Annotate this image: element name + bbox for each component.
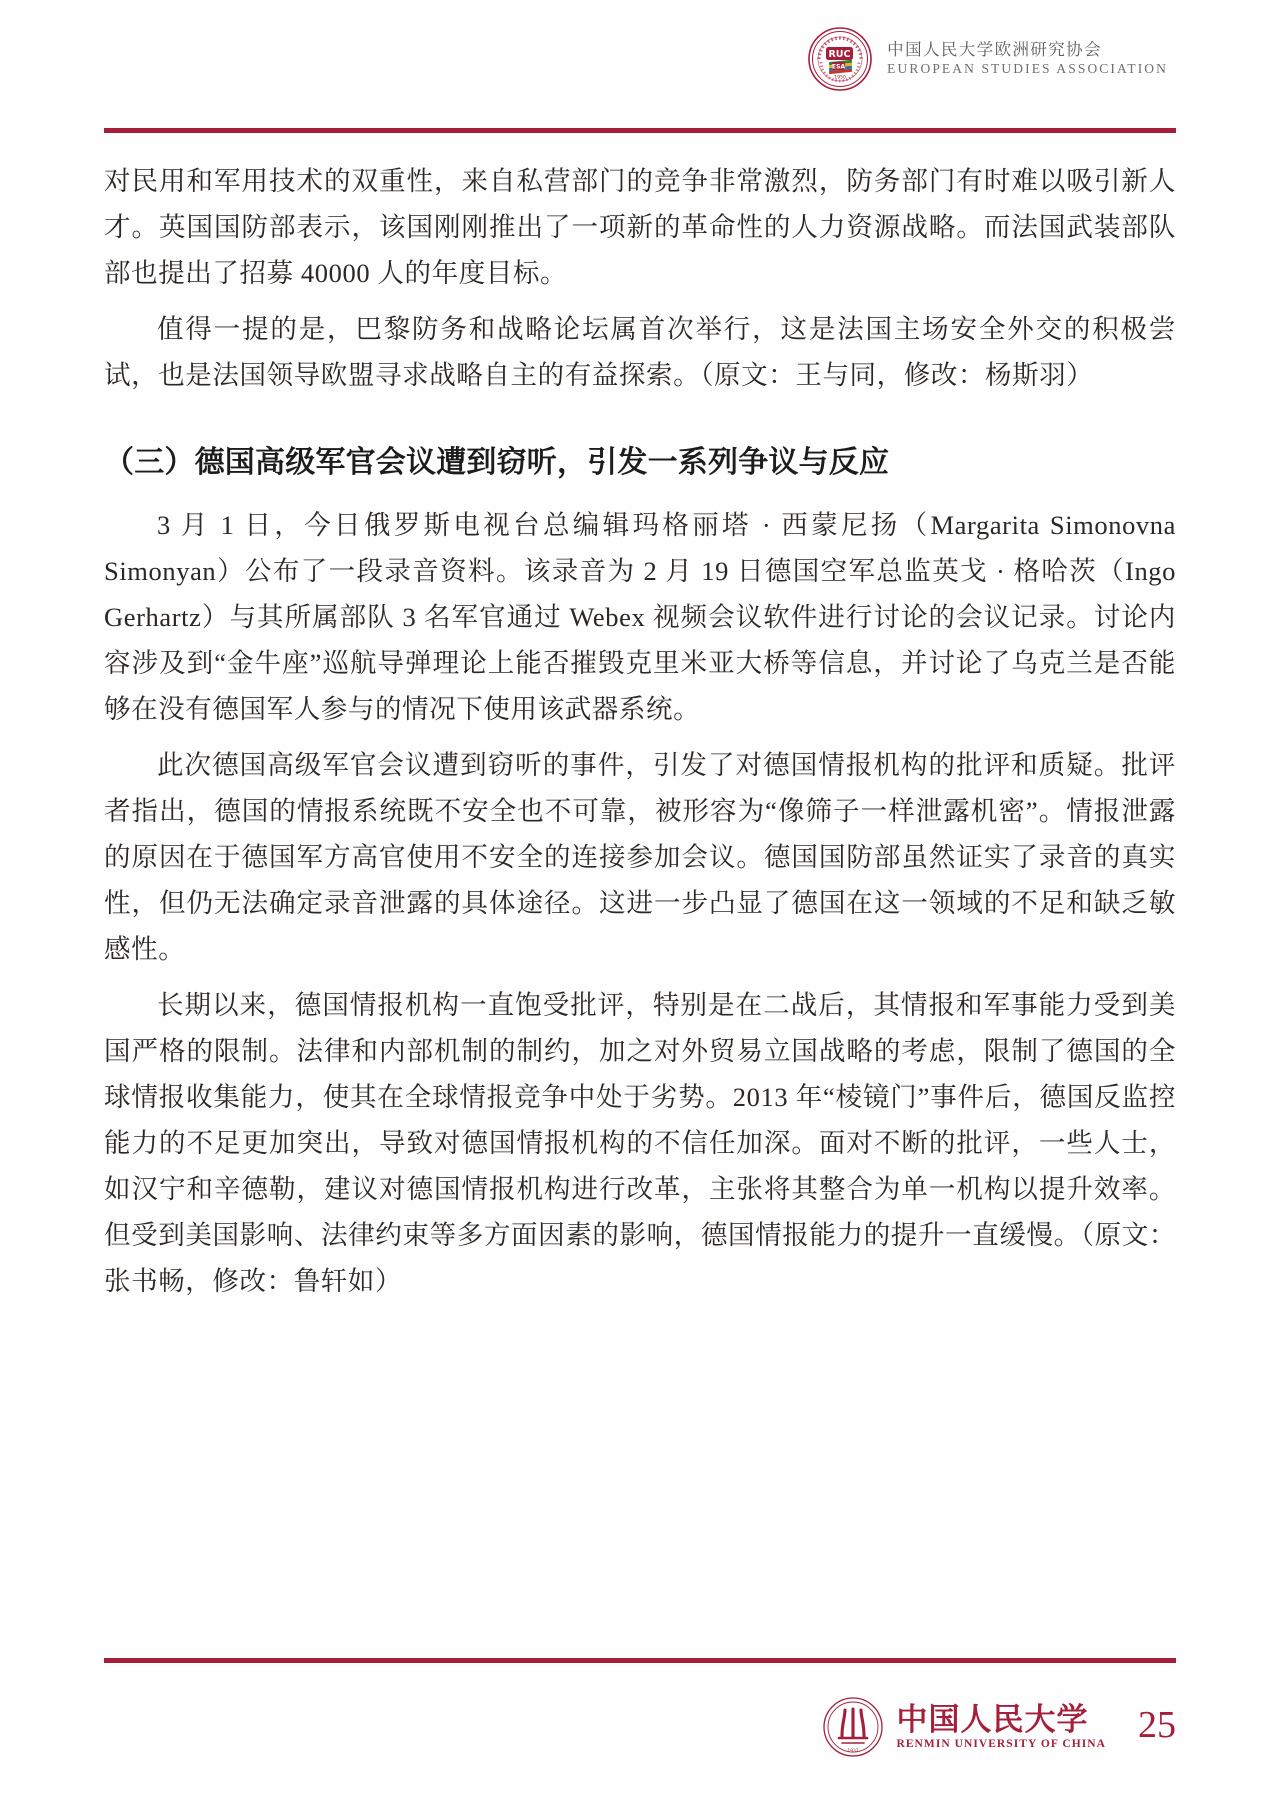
ruc-logo — [822, 1696, 1106, 1758]
ruc-wordmark — [896, 1701, 1106, 1751]
esa-crest-icon — [807, 26, 873, 92]
org-name-cn: 中国人民大学欧洲研究协会 — [887, 40, 1102, 59]
ruc-seal-icon — [822, 1696, 884, 1758]
page-number: 25 — [1138, 1704, 1176, 1746]
svg-text:1950: 1950 — [834, 75, 847, 81]
paragraph-paris-forum: 值得一提的是，巴黎防务和战略论坛属首次举行，这是法国主场安全外交的积极尝试，也是法国领导欧盟寻求战略自主的有益探索。（原文：王与同，修改：杨斯羽） — [104, 314, 1176, 390]
university-name-en: RENMIN UNIVERSITY OF CHINA — [896, 1738, 1106, 1751]
paragraph-recording-release: 3 月 1 日，今日俄罗斯电视台总编辑玛格丽塔 · 西蒙尼扬（Margarita Simonovna Simonyan）公布了一段录音资料。该录音为 2 月 19 日德国空军总监英戈 · 格哈茨（Ingo Gerhartz）与其所属部队 3 名军官通过 Webex 视频会议软件进行讨论的会议记录。讨论内容涉及到“金牛座”巡航导弹理论上能否摧毁克里米亚大桥等信息，并讨论了乌克兰是否能够在没有德国军人参与的情况下使用该武器系统。 — [104, 510, 1176, 724]
svg-text:ESA: ESA — [831, 63, 846, 71]
university-name-cn: 中国人民大学 — [896, 1701, 1089, 1737]
section-heading: （三）德国高级军官会议遭到窃听，引发一系列争议与反应 — [104, 445, 890, 480]
svg-text:1937: 1937 — [847, 1749, 860, 1754]
paragraph-intel-criticism: 此次德国高级军官会议遭到窃听的事件，引发了对德国情报机构的批评和质疑。批评者指出，德国的情报系统既不安全也不可靠，被形容为“像筛子一样泄露机密”。情报泄露的原因在于德国军方高官使用不安全的连接参加会议。德国国防部虽然证实了录音的真实性，但仍无法确定录音泄露的具体途径。这进一步凸显了德国在这一领域的不足和缺乏敏感性。 — [104, 750, 1176, 964]
footer-rule — [104, 1658, 1176, 1663]
masthead — [807, 26, 1168, 92]
header-rule — [104, 128, 1176, 133]
paragraph-historical-limits: 长期以来，德国情报机构一直饱受批评，特别是在二战后，其情报和军事能力受到美国严格的限制。法律和内部机制的制约，加之对外贸易立国战略的考虑，限制了德国的全球情报收集能力，使其在全球情报竞争中处于劣势。2013 年“棱镜门”事件后，德国反监控能力的不足更加突出，导致对德国情报机构的不信任加深。面对不断的批评，一些人士，如汉宁和辛德勒，建议对德国情报机构进行改革，主张将其整合为单一机构以提升效率。但受到美国影响、法律约束等多方面因素的影响，德国情报能力的提升一直缓慢。（原文：张书畅，修改：鲁轩如） — [104, 990, 1176, 1296]
org-name-en: EUROPEAN STUDIES ASSOCIATION — [887, 61, 1168, 77]
masthead-text — [887, 41, 1168, 77]
paragraph-dual-use: 对民用和军用技术的双重性，来自私营部门的竞争非常激烈，防务部门有时难以吸引新人才。英国国防部表示，该国刚刚推出了一项新的革命性的人力资源战略。而法国武装部队部也提出了招募 40000 人的年度目标。 — [104, 166, 1176, 288]
document-body — [104, 158, 1176, 1304]
footer — [104, 1682, 1176, 1772]
svg-text:RUC: RUC — [828, 49, 851, 60]
